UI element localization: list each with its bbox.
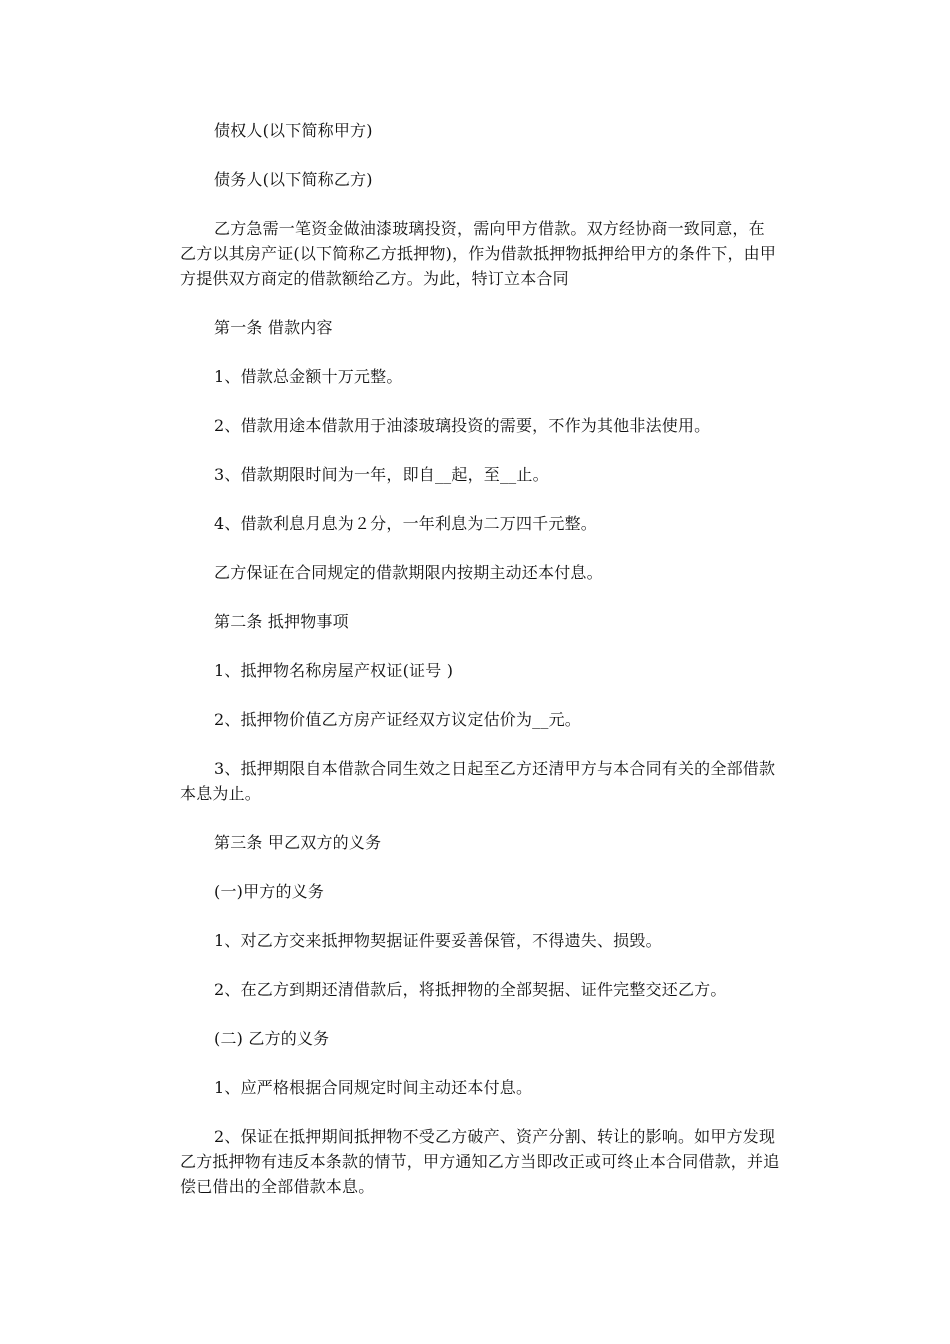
creditor-line: 债权人(以下简称甲方): [214, 121, 373, 140]
party-b-duty-2: 2、保证在抵押期间抵押物不受乙方破产、资产分割、转让的影响。如甲方发现乙方抵押物有违反本条款的情节，甲方通知乙方当即改正或可终止本合同借款，并追偿已借出的全部借款本息。: [180, 1127, 780, 1196]
article-1-heading: 第一条 借款内容: [214, 318, 333, 337]
article-2-heading: 第二条 抵押物事项: [214, 612, 349, 631]
article-2-item-3: 3、抵押期限自本借款合同生效之日起至乙方还清甲方与本合同有关的全部借款本息为止。: [180, 759, 776, 803]
preamble-paragraph: 乙方急需一笔资金做油漆玻璃投资，需向甲方借款。双方经协商一致同意，在乙方以其房产证(以下简称乙方抵押物)，作为借款抵押物抵押给甲方的条件下，由甲方提供双方商定的借款额给乙方。为此，特订立本合同: [180, 219, 777, 288]
article-1-item-2: 2、借款用途本借款用于油漆玻璃投资的需要，不作为其他非法使用。: [214, 416, 711, 435]
article-2-item-1: 1、抵押物名称房屋产权证(证号 ): [214, 661, 454, 680]
article-1-item-3: 3、借款期限时间为一年，即自__起，至__止。: [214, 465, 549, 484]
debtor-line: 债务人(以下简称乙方): [214, 170, 373, 189]
party-b-duty-1: 1、应严格根据合同规定时间主动还本付息。: [214, 1078, 533, 1097]
party-a-duties-heading: (一)甲方的义务: [214, 882, 325, 901]
party-a-duty-1: 1、对乙方交来抵押物契据证件要妥善保管，不得遗失、损毁。: [214, 931, 662, 950]
article-2-item-2: 2、抵押物价值乙方房产证经双方议定估价为__元。: [214, 710, 581, 729]
article-1-item-1: 1、借款总金额十万元整。: [214, 367, 403, 386]
document-body: [180, 118, 780, 1223]
article-1-item-4: 4、借款利息月息为２分，一年利息为二万四千元整。: [214, 514, 597, 533]
article-1-guarantee: 乙方保证在合同规定的借款期限内按期主动还本付息。: [214, 563, 603, 582]
party-a-duty-2: 2、在乙方到期还清借款后，将抵押物的全部契据、证件完整交还乙方。: [214, 980, 727, 999]
party-b-duties-heading: (二) 乙方的义务: [214, 1029, 330, 1048]
article-3-heading: 第三条 甲乙双方的义务: [214, 833, 382, 852]
